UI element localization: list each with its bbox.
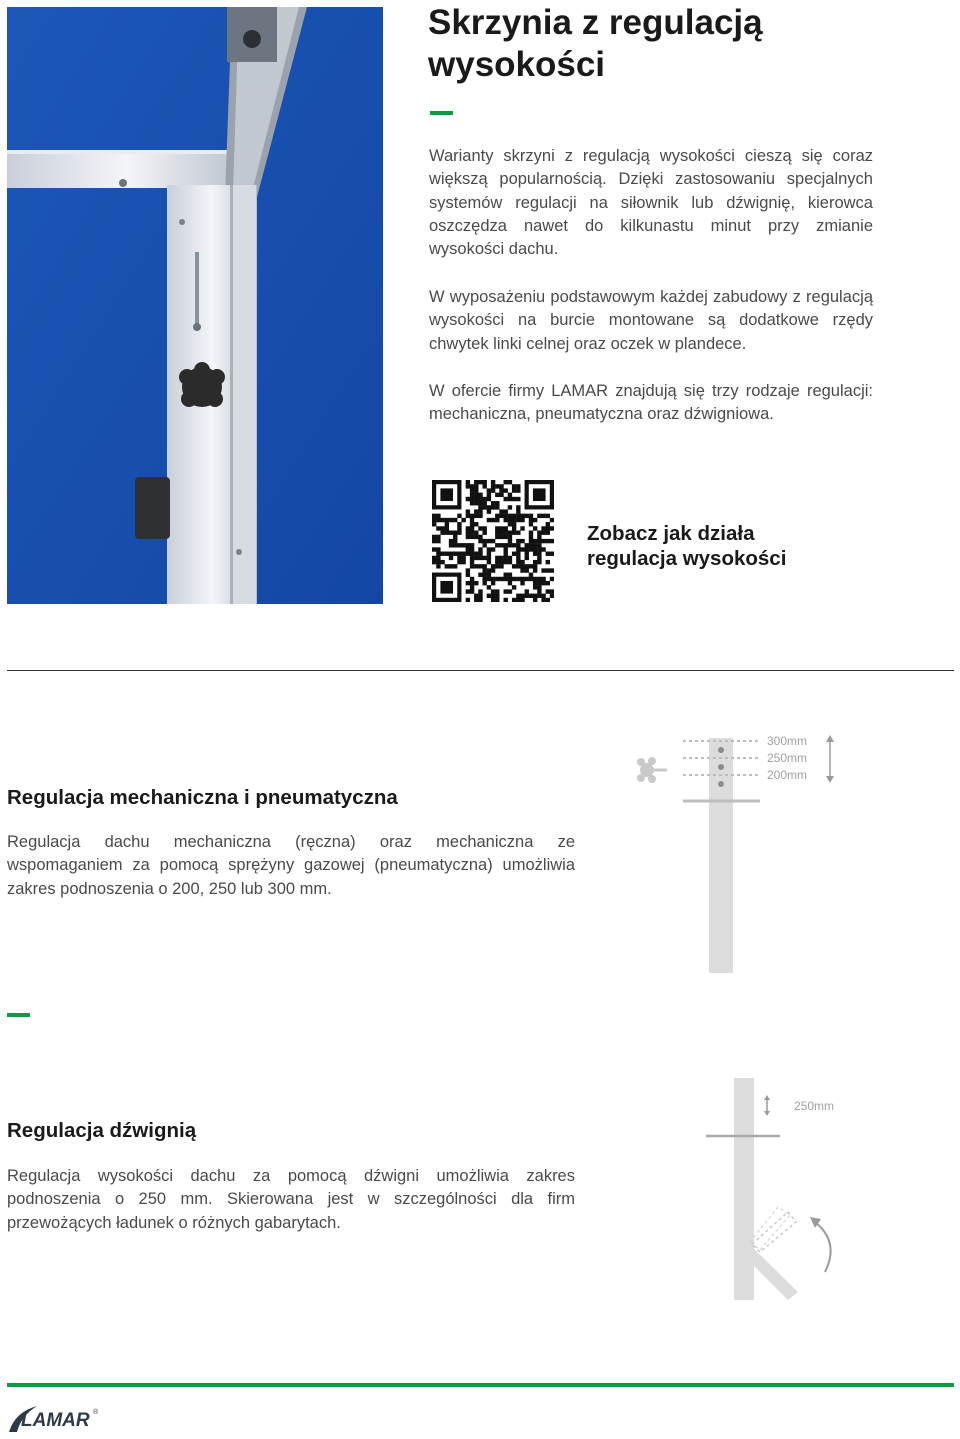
lever-diagram [690, 1072, 870, 1307]
accent-bar [430, 111, 453, 115]
qr-code[interactable] [432, 480, 554, 602]
section-title-mechanical: Regulacja mechaniczna i pneumatyczna [7, 786, 398, 809]
intro-paragraph: Warianty skrzyni z regulacją wysokości cieszą się coraz większą popularnością. Dzięki zastosowaniu specjalnych systemów regulacji na siłownik lub dźwignię, kierowca oszczędza nawet do kilkunastu minut przy zmianie wysokości dachu. [429, 147, 873, 259]
section-text-mechanical: Regulacja dachu mechaniczna (ręczna) oraz mechaniczna ze wspomaganiem za pomocą sprężyny gazowej (pneumatyczna) umożliwia zakres podnoszenia o 200, 250 lub 300 mm. [7, 833, 575, 898]
intro-paragraph: W ofercie firmy LAMAR znajdują się trzy rodzaje regulacji: mechaniczna, pneumatyczna oraz dźwigniowa. [429, 382, 873, 424]
section-text-lever: Regulacja wysokości dachu za pomocą dźwigni umożliwia zakres podnoszenia o 250 mm. Skierowana jest w szczególności dla firm przewożących ładunek o różnych gabarytach. [7, 1167, 575, 1232]
qr-caption [587, 521, 887, 571]
logo-text: LAMAR [21, 1410, 90, 1431]
diagram-label: 300mm [767, 734, 808, 748]
diagram-label: 250mm [794, 1099, 835, 1113]
qr-caption-line: regulacja wysokości [587, 547, 787, 570]
lamar-logo-icon [7, 1402, 107, 1434]
footer-line [7, 1383, 954, 1387]
product-photo [7, 7, 383, 604]
section-title-lever: Regulacja dźwignią [7, 1119, 197, 1142]
lamar-logo [7, 1402, 107, 1434]
intro-paragraph: W wyposażeniu podstawowym każdej zabudowy z regulacją wysokości na burcie montowane są dodatkowe rzędy chwytek linki celnej oraz oczek w plandece. [429, 288, 873, 353]
accent-bar [7, 1013, 30, 1017]
height-adjustment-photo [7, 7, 383, 604]
qr-caption-line: Zobacz jak działa [587, 522, 755, 545]
mechanical-diagram [625, 728, 855, 978]
mechanical-adjustment-diagram [625, 728, 855, 978]
section-divider [7, 670, 954, 671]
diagram-label: 250mm [767, 751, 808, 765]
lever-adjustment-diagram [690, 1072, 870, 1307]
qr-code-icon [432, 480, 554, 602]
diagram-label: 200mm [767, 768, 808, 782]
logo-registered-mark: ® [93, 1409, 99, 1416]
page-title: Skrzynia z regulacją wysokości [428, 3, 763, 84]
